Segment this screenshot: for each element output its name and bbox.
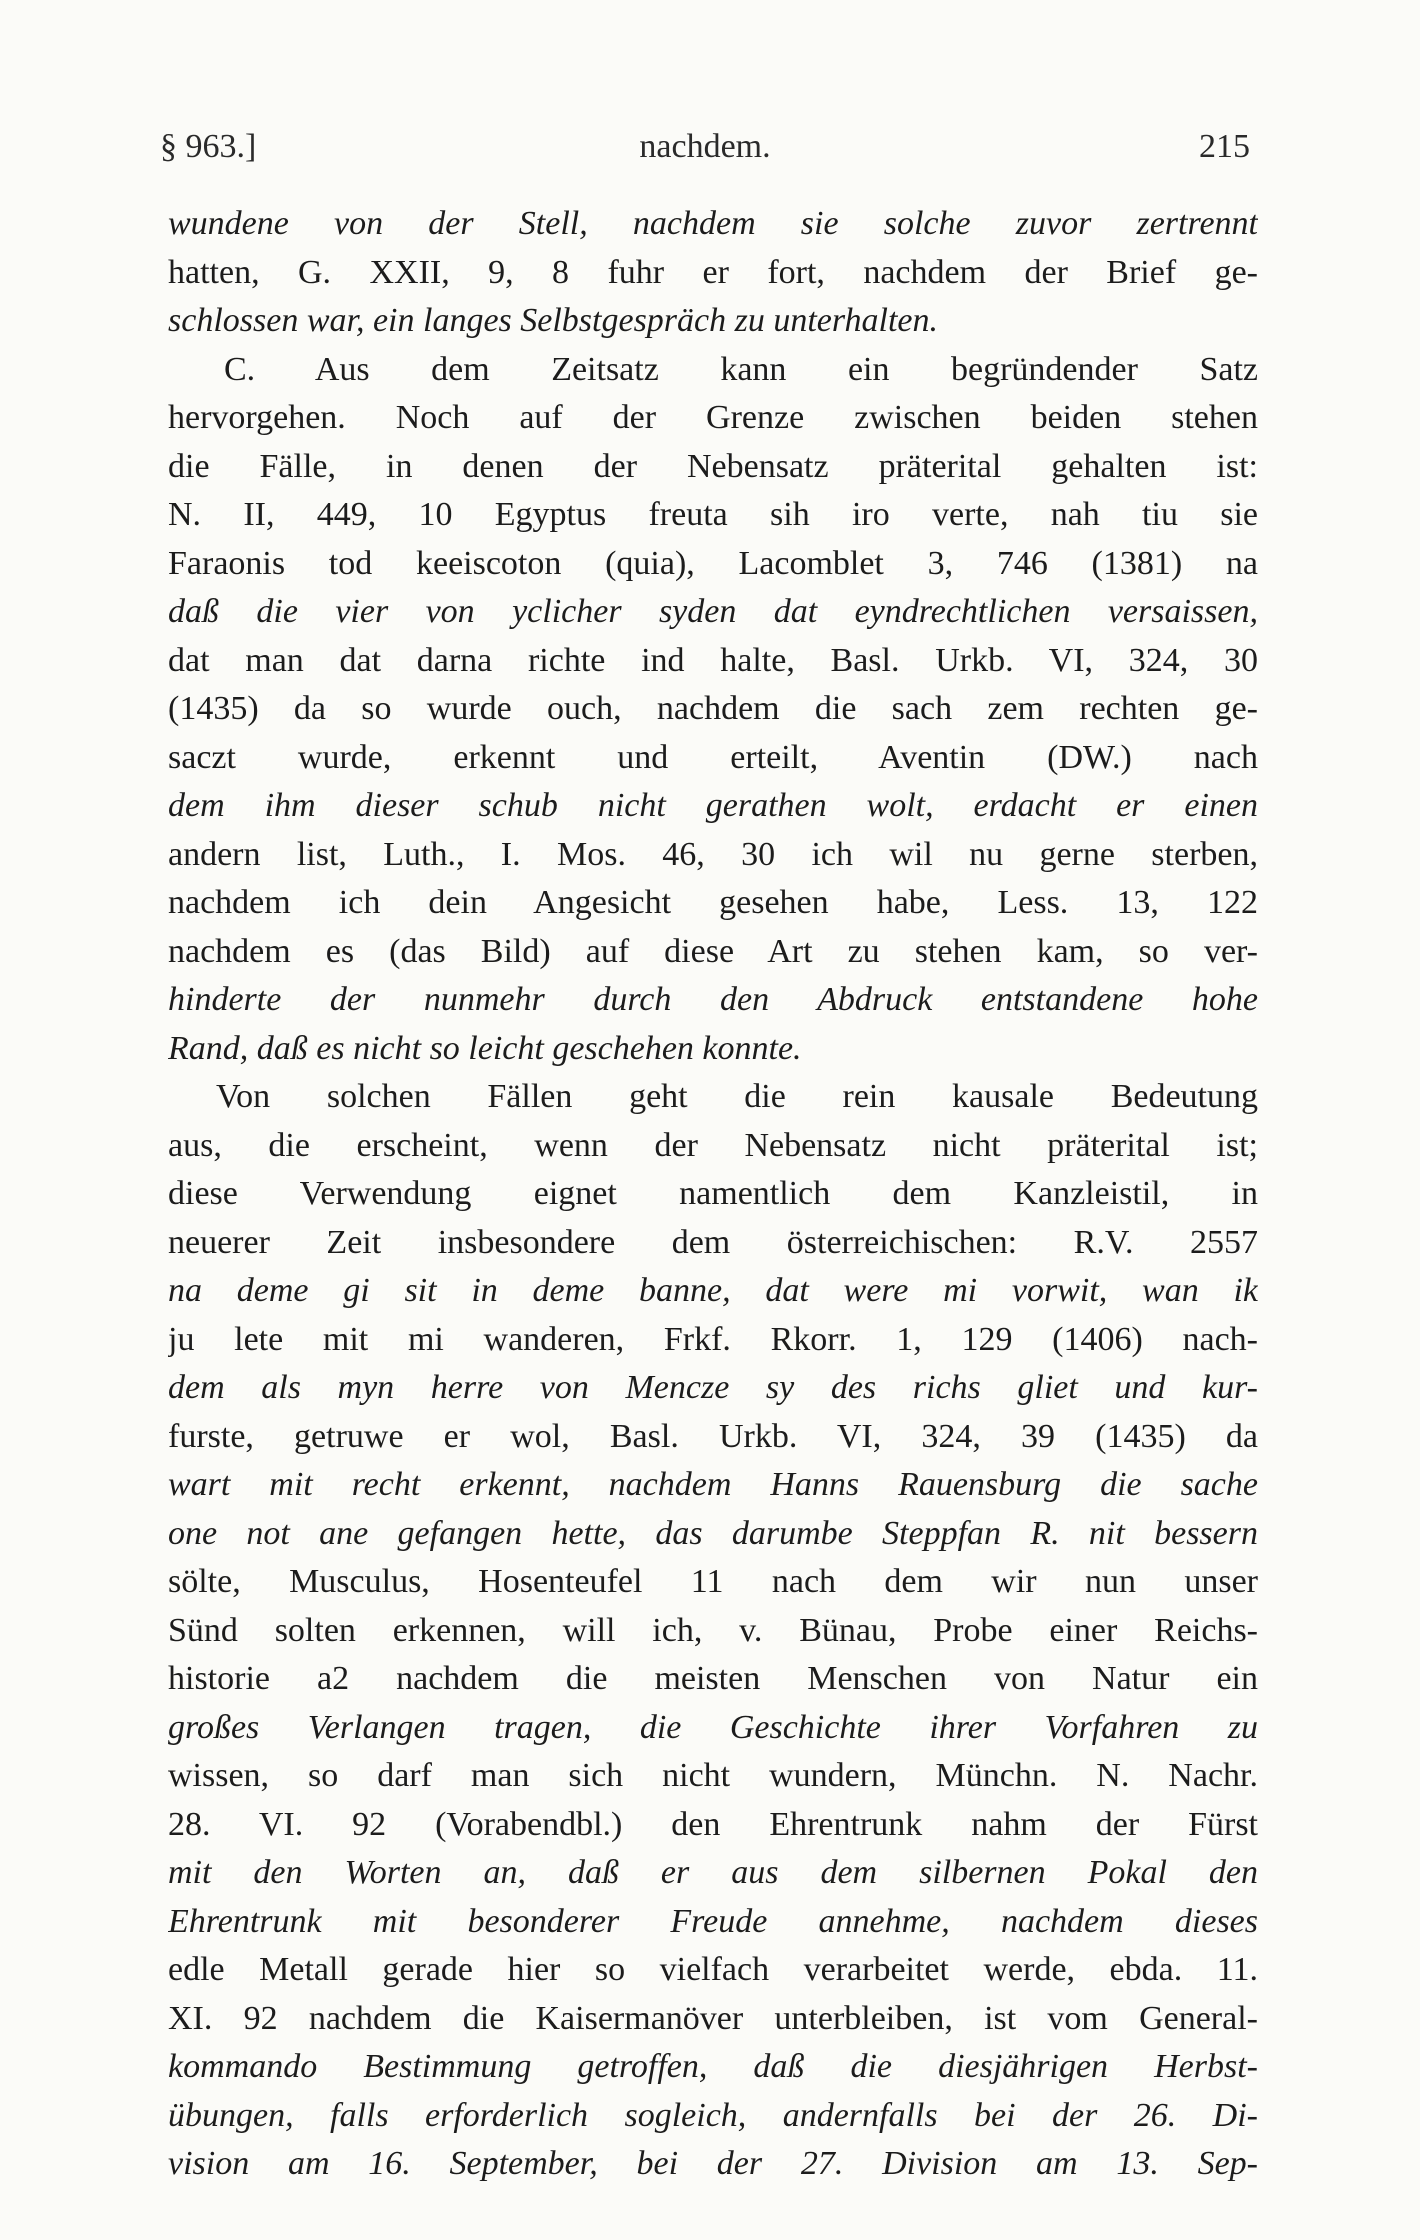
text-line: die Fälle, in denen der Nebensatz präterital gehalten ist:: [168, 447, 1258, 485]
text-line: N. II, 449, 10 Egyptus freuta sih iro verte, nah tiu sie: [168, 496, 1258, 533]
text-line: hervorgehen. Noch auf der Grenze zwischen beiden stehen: [168, 399, 1258, 436]
text-line: dat man dat darna richte ind halte, Basl. Urkb. VI, 324, 30: [168, 641, 1258, 679]
running-title: nachdem.: [639, 128, 771, 165]
text-line: ju lete mit mi wanderen, Frkf. Rkorr. 1, 129 (1406) nach-: [168, 1320, 1258, 1358]
text-line: vision am 16. September, bei der 27. Division am 13. Sep-: [168, 2145, 1258, 2182]
text-line: furste, getruwe er wol, Basl. Urkb. VI, 324, 39 (1435) da: [168, 1417, 1258, 1455]
text-line: saczt wurde, erkennt und erteilt, Aventin (DW.) nach: [168, 738, 1258, 776]
body-text: [168, 200, 1258, 2189]
text-line: nachdem es (das Bild) auf diese Art zu stehen kam, so ver-: [168, 932, 1258, 970]
text-line: nachdem ich dein Angesicht gesehen habe, Less. 13, 122: [168, 884, 1258, 921]
text-line: wissen, so darf man sich nicht wundern, Münchn. N. Nachr.: [168, 1757, 1258, 1794]
text-line: 28. VI. 92 (Vorabendbl.) den Ehrentrunk nahm der Fürst: [168, 1805, 1258, 1843]
page-number: 215: [1199, 128, 1250, 165]
text-line: historie a2 nachdem die meisten Menschen von Natur ein: [168, 1660, 1258, 1697]
text-line: XI. 92 nachdem die Kaisermanöver unterbleiben, ist vom General-: [168, 1999, 1258, 2037]
text-line: daß die vier von yclicher syden dat eyndrechtlichen versaissen,: [168, 593, 1258, 630]
text-line: übungen, falls erforderlich sogleich, andernfalls bei der 26. Di-: [168, 2096, 1258, 2134]
text-line: großes Verlangen tragen, die Geschichte ihrer Vorfahren zu: [168, 1708, 1258, 1746]
text-line: Sünd solten erkennen, will ich, v. Bünau, Probe einer Reichs-: [168, 1611, 1258, 1649]
text-line: dem als myn herre von Mencze sy des richs gliet und kur-: [168, 1369, 1258, 1406]
text-line: Faraonis tod keeiscoton (quia), Lacomblet 3, 746 (1381) na: [168, 544, 1258, 582]
text-line: Ehrentrunk mit besonderer Freude annehme, nachdem dieses: [168, 1902, 1258, 1940]
text-line: sölte, Musculus, Hosenteufel 11 nach dem wir nun unser: [168, 1563, 1258, 1600]
text-line: neuerer Zeit insbesondere dem österreichischen: R.V. 2557: [168, 1223, 1258, 1261]
text-line: kommando Bestimmung getroffen, daß die diesjährigen Herbst-: [168, 2048, 1258, 2085]
text-line: dem ihm dieser schub nicht gerathen wolt, erdacht er einen: [168, 787, 1258, 824]
running-header: [160, 128, 1250, 178]
text-line: one not ane gefangen hette, das darumbe Steppfan R. nit bessern: [168, 1514, 1258, 1552]
text-line: diese Verwendung eignet namentlich dem Kanzleistil, in: [168, 1175, 1258, 1212]
text-line: schlossen war, ein langes Selbstgespräch zu unterhalten.: [168, 302, 938, 339]
text-line: Rand, daß es nicht so leicht geschehen konnte.: [168, 1029, 802, 1067]
text-line: hatten, G. XXII, 9, 8 fuhr er fort, nachdem der Brief ge-: [168, 253, 1258, 291]
text-line: edle Metall gerade hier so vielfach verarbeitet werde, ebda. 11.: [168, 1951, 1258, 1988]
text-line: hinderte der nunmehr durch den Abdruck entstandene hohe: [168, 981, 1258, 1018]
text-line: C. Aus dem Zeitsatz kann ein begründender Satz: [224, 350, 1258, 388]
text-line: Von solchen Fällen geht die rein kausale Bedeutung: [216, 1078, 1258, 1115]
text-line: wundene von der Stell, nachdem sie solche zuvor zertrennt: [168, 205, 1258, 242]
text-line: aus, die erscheint, wenn der Nebensatz nicht präterital ist;: [168, 1126, 1258, 1164]
text-line: mit den Worten an, daß er aus dem silbernen Pokal den: [168, 1854, 1258, 1891]
text-line: wart mit recht erkennt, nachdem Hanns Rauensburg die sache: [168, 1466, 1258, 1503]
text-line: (1435) da so wurde ouch, nachdem die sach zem rechten ge-: [168, 690, 1258, 727]
section-reference: § 963.]: [160, 128, 257, 165]
text-line: na deme gi sit in deme banne, dat were mi vorwit, wan ik: [168, 1272, 1258, 1309]
text-line: andern list, Luth., I. Mos. 46, 30 ich wil nu gerne sterben,: [168, 835, 1258, 873]
